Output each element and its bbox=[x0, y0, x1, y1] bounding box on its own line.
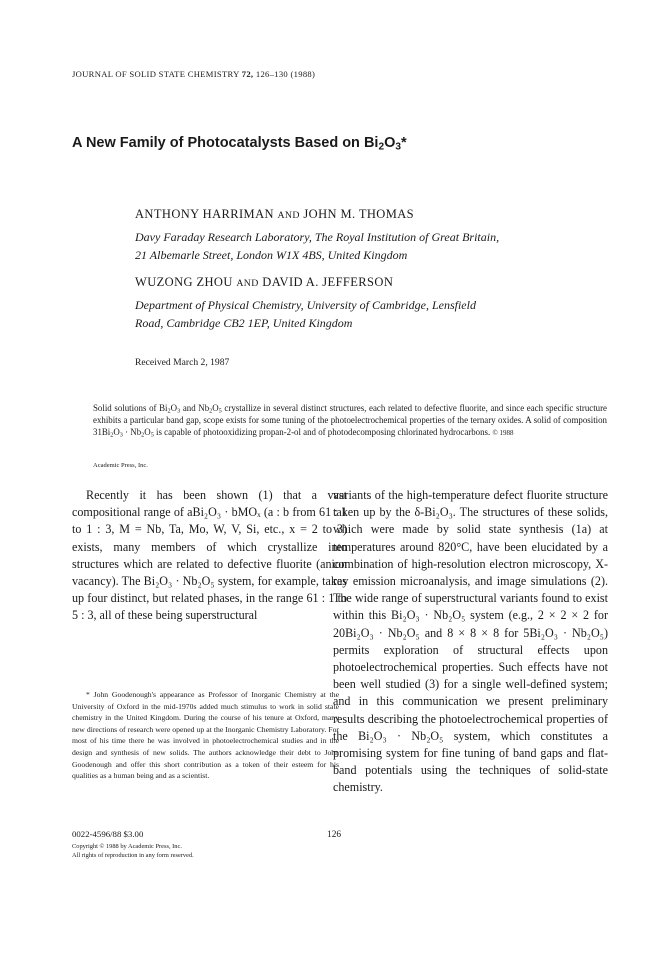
title-mark: * bbox=[401, 135, 407, 151]
abstract-copyright: © 1988 bbox=[492, 429, 514, 438]
affiliation-1-line-1: Davy Faraday Research Laboratory, The Royal Institution of Great Britain, bbox=[135, 230, 500, 244]
journal-pages-year: 126–130 (1988) bbox=[255, 69, 316, 79]
affiliation-1-line-2: 21 Albemarle Street, London W1X 4BS, United Kingdom bbox=[135, 248, 408, 262]
abstract-seg-5: is capable of photooxidizing propan-2-ol and of photodecomposing chlorinated hydrocarbons. bbox=[153, 427, 491, 438]
affiliation-2 bbox=[135, 296, 625, 332]
title-main: A New Family of Photocatalysts Based on Bi bbox=[72, 135, 379, 151]
abstract-publisher: Academic Press, Inc. bbox=[93, 462, 148, 469]
journal-volume: 72, bbox=[241, 69, 254, 79]
affiliation-1 bbox=[135, 228, 625, 264]
page-number: 126 bbox=[327, 830, 342, 840]
author-thomas: JOHN M. THOMAS bbox=[303, 207, 415, 221]
affiliation-2-line-1: Department of Physical Chemistry, University of Cambridge, Lensfield bbox=[135, 298, 476, 312]
author-zhou: WUZONG ZHOU bbox=[135, 275, 233, 289]
rights-line: All rights of reproduction in any form reserved. bbox=[72, 852, 194, 859]
author-group-1 bbox=[135, 207, 615, 222]
abstract-seg-1: Solid solutions of Bi bbox=[93, 403, 168, 413]
issn-price: 0022-4596/88 $3.00 bbox=[72, 829, 144, 839]
title-sub-2: 3 bbox=[395, 141, 402, 153]
affiliation-2-line-2: Road, Cambridge CB2 1EP, United Kingdom bbox=[135, 316, 353, 330]
footnote: * John Goodenough's appearance as Professor of Inorganic Chemistry at the University of Oxford in the mid-1970s added much stimulus to work in solid state chemistry in the United Kingdom. During the course of his tenure at Oxford, many new directions of research were opened up at the Inorganic Chemistry Laboratory. For most of his time there he was involved in photoelectrochemical studies and in the design and synthesis of new solids. The authors acknowledge their debt to John Goodenough and offer this short contribution as a token of their esteem for his qualities as a human being and as a scientist. bbox=[72, 690, 339, 781]
abstract: Solid solutions of $Bi_2O_3$ and $Nb_2O_5$ crystallize in several distinct structures, each related to defective fluorite, and since each specific structure exhibits a particular band gap, scope exists for some tuning of the photoelectrochemical properties of the ternary oxides. A solid of composition $31Bi_2O_3 \cdot Nb_2O_5$ is capable of photooxidizing propan-2-ol and of photodecomposing chlorinated hydrocarbons. © 1988 bbox=[93, 403, 607, 439]
copyright-line: Copyright © 1988 by Academic Press, Inc. bbox=[72, 843, 182, 850]
body-left-column: Recently it has been shown (1) that a vast compositional range of aBi₂O₃ · bMOₓ (a : b from 61 : 1 to 1 : 3, M = Nb, Ta, Mo, W, V, Si, etc., x = 2 to 3) exists, many members of which crystallize into structures which are related to defective fluorite (anion vacancy). The Bi₂O₃ · Nb₂O₅ system, for example, takes up four distinct, but related phases, in the range 61 : 1 to 5 : 3, all of these being superstructural bbox=[72, 488, 347, 623]
title-o: O bbox=[384, 135, 396, 151]
journal-name: JOURNAL OF SOLID STATE CHEMISTRY bbox=[72, 69, 240, 79]
journal-header bbox=[72, 69, 612, 79]
article-title bbox=[72, 135, 632, 151]
title-sub-1: 2 bbox=[378, 141, 385, 153]
body-right-column: variants of the high-temperature defect fluorite structure taken up by the δ-Bi₂O₃. The structures of these solids, which were made by solid state synthesis (1a) at temperatures around 820°C, have been elucidated by a combination of high-resolution electron microscopy, X-ray emission microanalysis, and image simulations (2). The wide range of superstructural variants found to exist within this Bi₂O₃ · Nb₂O₅ system (e.g., 2 × 2 × 2 for 20Bi₂O₃ · Nb₂O₅ and 8 × 8 × 8 for 5Bi₂O₃ · Nb₂O₅) permits exploration of structural effects upon photoelectrochemical properties. Such effects have not been well studied (3) for a single well-defined system; and in this communication we present preliminary results describing the photoelectrochemical properties of the Bi₂O₃ · Nb₂O₅ system, which constitutes a promising system for fine tuning of band gaps and flat-band potentials using the techniques of solid-state chemistry. bbox=[333, 488, 608, 795]
abstract-seg-2: and Nb bbox=[180, 403, 210, 413]
author-and-1: AND bbox=[277, 210, 300, 221]
author-harriman: ANTHONY HARRIMAN bbox=[135, 207, 274, 221]
received-date: Received March 2, 1987 bbox=[135, 357, 230, 368]
abstract-seg-3: crystallize in several distinct structures, each related to defective fluorite, and since each specific structure exhibits a particular band gap, scope exists for some tuning of the photoelectrochemical properties of the ternary oxides. A solid of composition 31Bi bbox=[93, 403, 607, 438]
author-and-2: AND bbox=[236, 278, 259, 289]
author-group-2 bbox=[135, 275, 615, 290]
abstract-seg-4: · Nb bbox=[122, 427, 142, 438]
author-jefferson: DAVID A. JEFFERSON bbox=[262, 275, 394, 289]
